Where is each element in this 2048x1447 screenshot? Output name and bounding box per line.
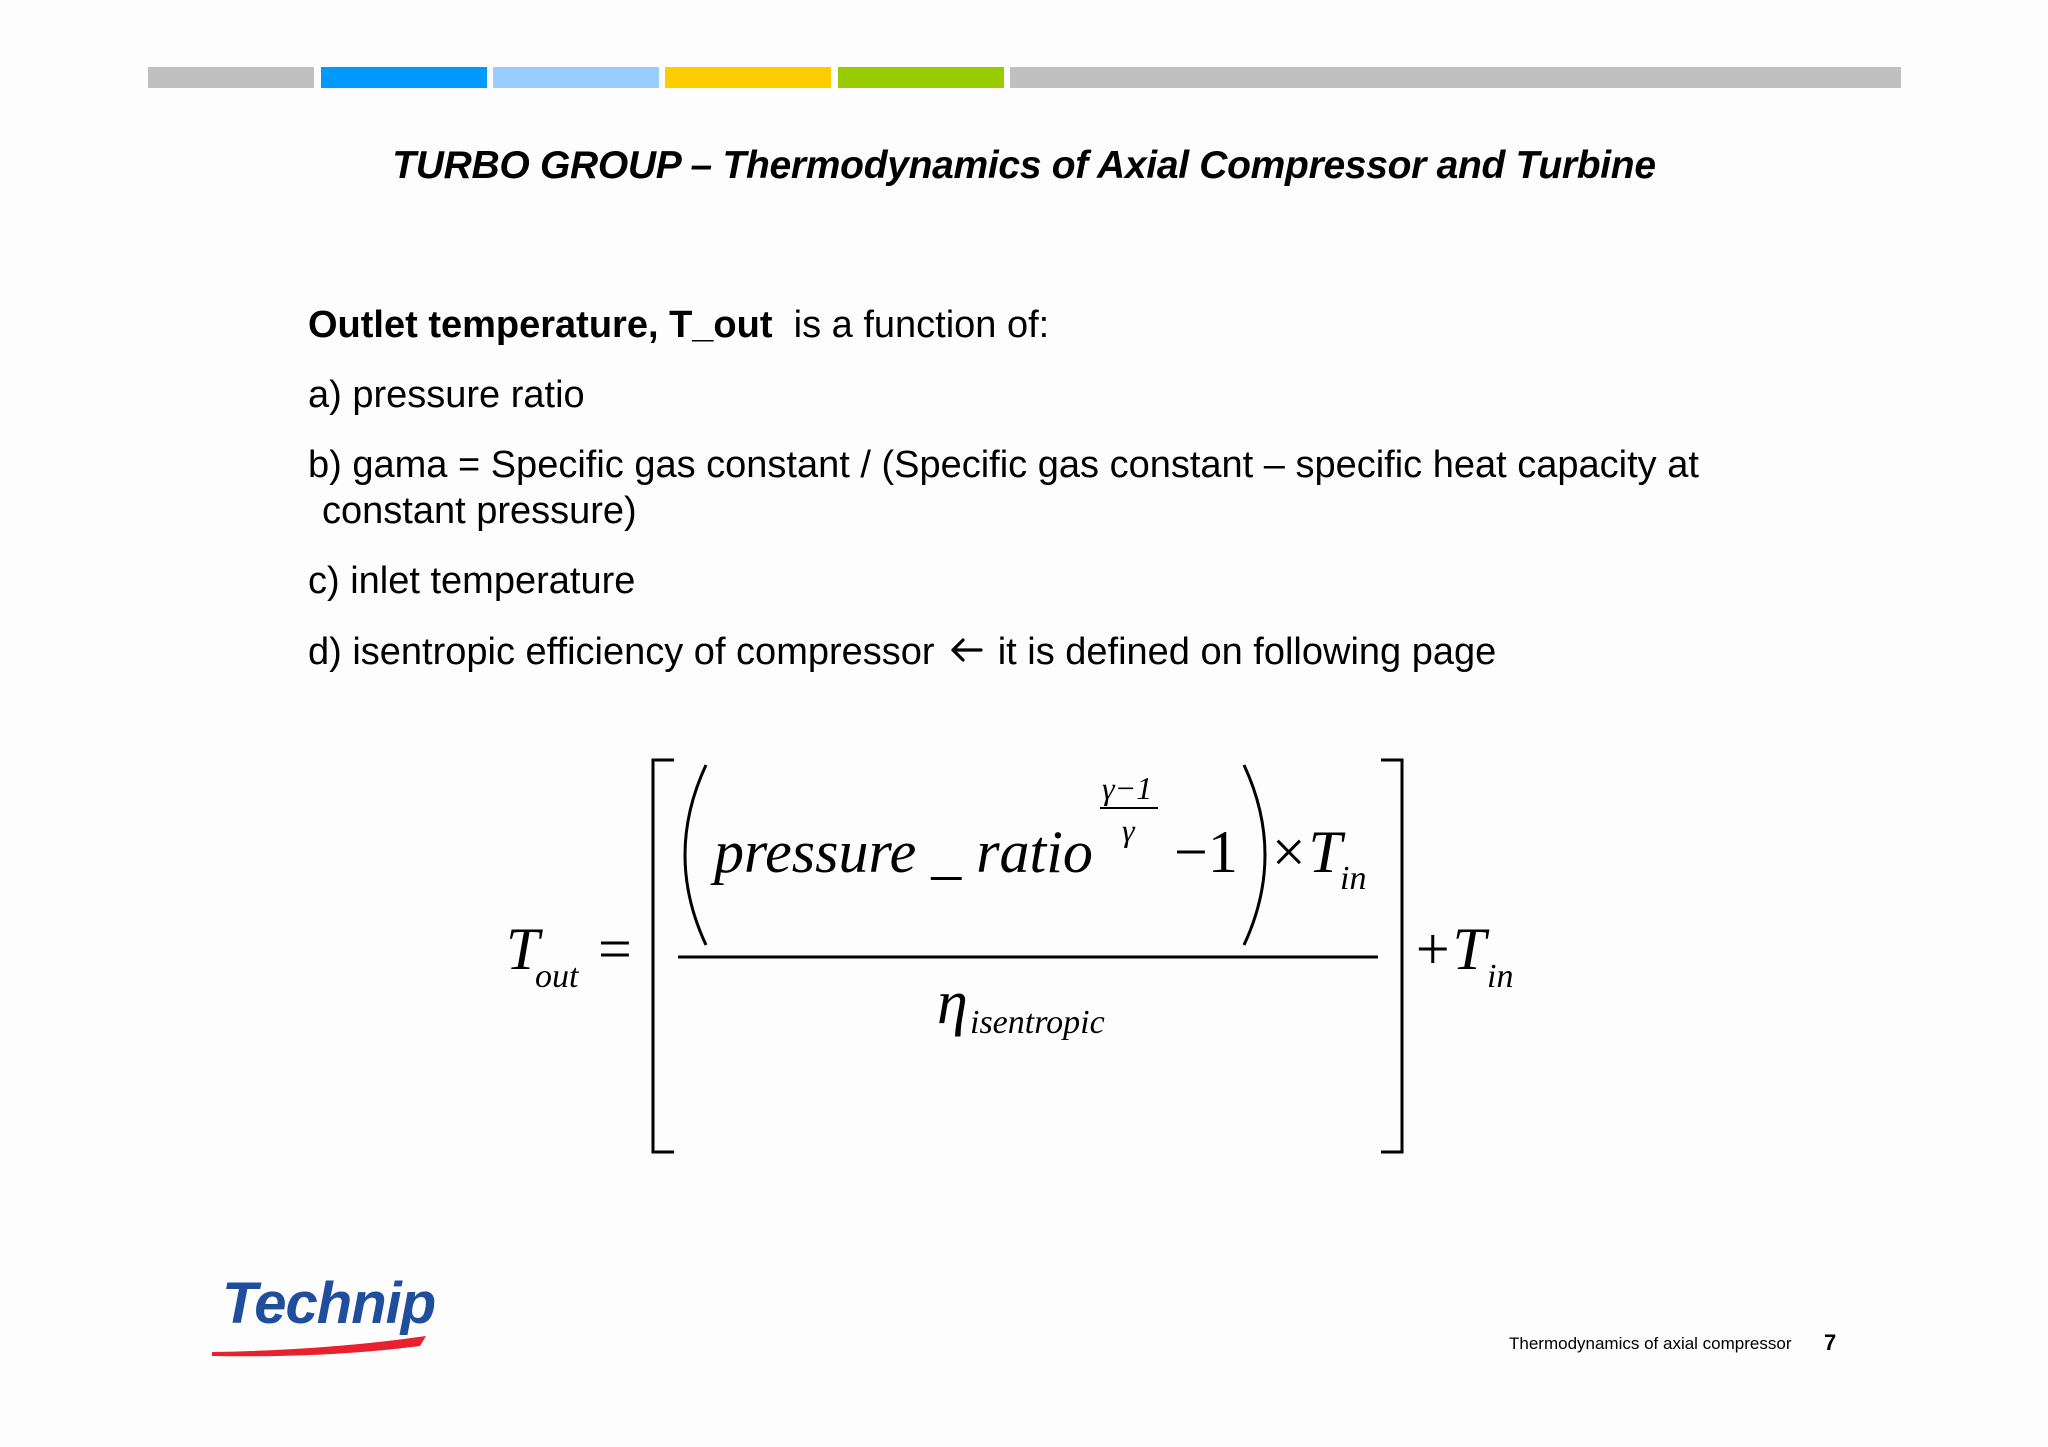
left-arrow-icon (949, 628, 983, 674)
list-item-d-text: d) isentropic efficiency of compressor (308, 631, 935, 674)
left-parenthesis (685, 765, 706, 945)
formula-plus-tin-sub: in (1487, 958, 1514, 995)
formula-exponent-numerator: γ−1 (1102, 770, 1153, 806)
formula-denominator-eta: η (937, 969, 968, 1037)
formula-equals: = (598, 916, 632, 982)
formula-minus-one: −1 (1174, 819, 1238, 885)
intro-bold: Outlet temperature, T_out (308, 304, 773, 346)
formula-times-tin: ×T (1268, 819, 1342, 885)
header-band-yellow (665, 67, 831, 88)
intro-rest: is a function of: (793, 304, 1050, 346)
formula-exponent-denominator: γ (1122, 812, 1135, 848)
formula-times-tin-sub: in (1340, 860, 1367, 897)
list-item-a: a) pressure ratio (308, 374, 585, 416)
intro-line (308, 302, 1049, 348)
list-item-d-note: it is defined on following page (997, 631, 1497, 674)
logo-wordmark: Technip (222, 1271, 436, 1336)
logo-swoosh (208, 1330, 448, 1360)
list-item-d (308, 628, 1496, 680)
formula-lhs-sub: out (535, 958, 579, 995)
header-band-green (838, 67, 1004, 88)
slide-title: TURBO GROUP – Thermodynamics of Axial Compressor and Turbine (392, 144, 1656, 187)
list-item-c: c) inlet temperature (308, 560, 636, 602)
right-square-bracket (1381, 760, 1402, 1152)
formula-denominator-sub: isentropic (970, 1004, 1105, 1041)
header-band-gray-right (1010, 67, 1901, 88)
header-band-light-blue (493, 67, 659, 88)
formula-plus-tin: +T (1412, 916, 1486, 982)
formula-lhs: T (506, 916, 540, 982)
right-parenthesis (1244, 765, 1265, 945)
list-item-b: b) gama = Specific gas constant / (Specific gas constant – specific heat capacity at (308, 444, 1699, 486)
list-item-b-continued: constant pressure) (322, 490, 637, 532)
header-band-gray-left (148, 67, 314, 88)
left-square-bracket (653, 760, 674, 1152)
footer-caption: Thermodynamics of axial compressor (1509, 1334, 1792, 1353)
page-number: 7 (1824, 1330, 1837, 1355)
formula-numerator-base: pressure _ ratio (714, 819, 1093, 885)
header-band-blue (321, 67, 487, 88)
